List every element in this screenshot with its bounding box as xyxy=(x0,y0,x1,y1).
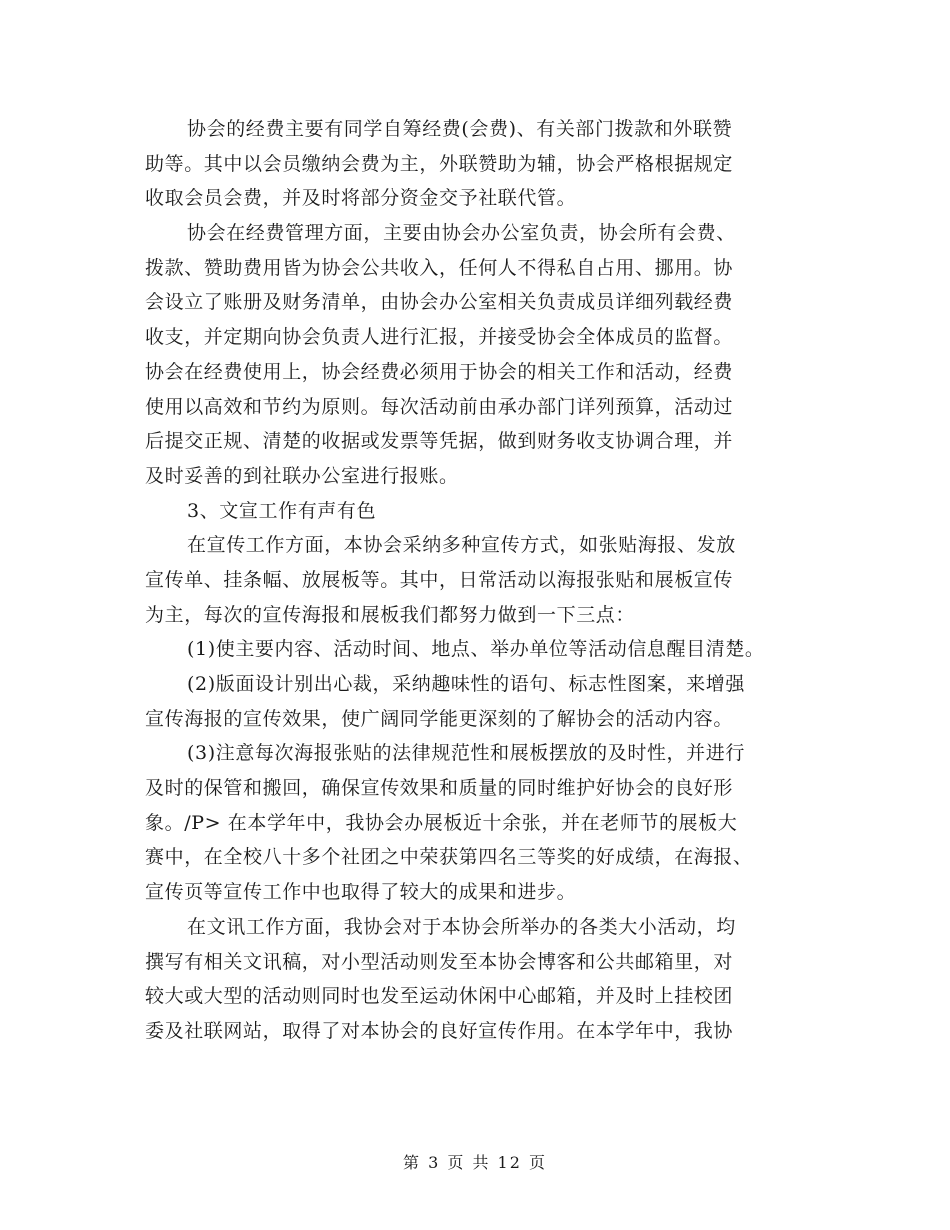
text-line: 及时的保管和搬回，确保宣传效果和质量的同时维护好协会的良好形 xyxy=(145,777,734,800)
text-line: 协会在经费使用上，协会经费必须用于协会的相关工作和活动，经费 xyxy=(145,360,734,383)
text-line: 后提交正规、清楚的收据或发票等凭据，做到财务收支协调合理，并 xyxy=(145,430,734,453)
text-line: 在文讯工作方面，我协会对于本协会所举办的各类大小活动，均 xyxy=(187,915,736,938)
text-line: 协会的经费主要有同学自筹经费(会费)、有关部门拨款和外联赞 xyxy=(187,118,733,140)
text-line: 收支，并定期向协会负责人进行汇报，并接受协会全体成员的监督。 xyxy=(145,326,734,349)
text-line: 撰写有相关文讯稿，对小型活动则发至本协会博客和公共邮箱里，对 xyxy=(145,950,734,973)
text-line: 宣传海报的宣传效果，使广阔同学能更深刻的了解协会的活动内容。 xyxy=(145,707,734,730)
page-footer: 第 3 页 共 12 页 xyxy=(403,1153,547,1172)
text-line: 委及社联网站，取得了对本协会的良好宣传作用。在本学年中，我协 xyxy=(145,1019,734,1042)
text-line: 助等。其中以会员缴纳会费为主，外联赞助为辅，协会严格根据规定 xyxy=(145,152,734,175)
text-line: 宣传单、挂条幅、放展板等。其中，日常活动以海报张贴和展板宣传 xyxy=(145,568,734,591)
text-line: 赛中，在全校八十多个社团之中荣获第四名三等奖的好成绩，在海报、 xyxy=(145,846,753,869)
text-line: 较大或大型的活动则同时也发至运动休闲中心邮箱，并及时上挂校团 xyxy=(145,985,734,1008)
text-line: 在宣传工作方面，本协会采纳多种宣传方式，如张贴海报、发放 xyxy=(187,534,736,557)
text-line: (1)使主要内容、活动时间、地点、举办单位等活动信息醒目清楚。 xyxy=(187,638,765,661)
text-line: 拨款、赞助费用皆为协会公共收入，任何人不得私自占用、挪用。协 xyxy=(145,256,734,279)
text-line: 为主，每次的宣传海报和展板我们都努力做到一下三点： xyxy=(145,603,636,626)
document-body xyxy=(145,112,825,1049)
text-line: (2)版面设计别出心裁，采纳趣味性的语句、标志性图案，来增强 xyxy=(187,673,745,695)
text-line: 协会在经费管理方面，主要由协会办公室负责，协会所有会费、 xyxy=(187,222,736,245)
text-line: 及时妥善的到社联办公室进行报账。 xyxy=(145,464,459,487)
text-line: (3)注意每次海报张贴的法律规范性和展板摆放的及时性，并进行 xyxy=(187,742,745,765)
text-line: 使用以高效和节约为原则。每次活动前由承办部门详列预算，活动过 xyxy=(145,395,734,418)
text-line: 会设立了账册及财务清单，由协会办公室相关负责成员详细列载经费 xyxy=(145,291,734,314)
text-line: 象。/P> 在本学年中，我协会办展板近十余张，并在老师节的展板大 xyxy=(145,811,738,834)
text-line: 3、文宣工作有声有色 xyxy=(187,499,377,522)
text-line: 宣传页等宣传工作中也取得了较大的成果和进步。 xyxy=(145,881,577,904)
text-line: 收取会员会费，并及时将部分资金交予社联代管。 xyxy=(145,187,577,210)
